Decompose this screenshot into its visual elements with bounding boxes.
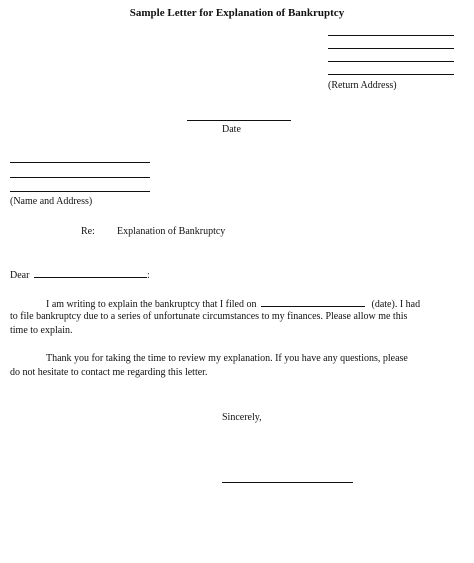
paragraph-2-line-1: Thank you for taking the time to review my explanation. If you have any questions, please xyxy=(46,353,408,364)
signature-line xyxy=(222,482,353,483)
closing: Sincerely, xyxy=(222,412,262,423)
salutation-blank xyxy=(34,267,147,278)
paragraph-2-line-2: do not hesitate to contact me regarding this letter. xyxy=(10,367,208,378)
return-address-line-2 xyxy=(328,48,454,49)
salutation-text: Dear xyxy=(10,270,30,281)
salutation xyxy=(10,267,150,283)
return-address-line-3 xyxy=(328,61,454,62)
name-address-label: (Name and Address) xyxy=(10,196,93,207)
name-address-line-3 xyxy=(10,191,150,192)
re-label: Re: xyxy=(81,226,95,237)
return-address-label: (Return Address) xyxy=(328,80,397,91)
salutation-end: : xyxy=(146,270,150,281)
re-subject: Explanation of Bankruptcy xyxy=(117,226,226,237)
date-filed-blank xyxy=(261,296,365,307)
paragraph-1-text-a: I am writing to explain the bankruptcy that I filed on xyxy=(46,299,257,310)
paragraph-1-line-3: time to explain. xyxy=(10,325,73,336)
letter-title: Sample Letter for Explanation of Bankruptcy xyxy=(129,7,345,19)
return-address-line-4 xyxy=(328,74,454,75)
date-line xyxy=(187,120,291,121)
name-address-line-1 xyxy=(10,162,150,163)
paragraph-1-text-b: (date). I had xyxy=(371,299,421,310)
return-address-line-1 xyxy=(328,35,454,36)
name-address-line-2 xyxy=(10,177,150,178)
paragraph-1-line-2: to file bankruptcy due to a series of unfortunate circumstances to my finances. Please allow me this xyxy=(10,311,408,322)
date-label: Date xyxy=(222,124,241,135)
